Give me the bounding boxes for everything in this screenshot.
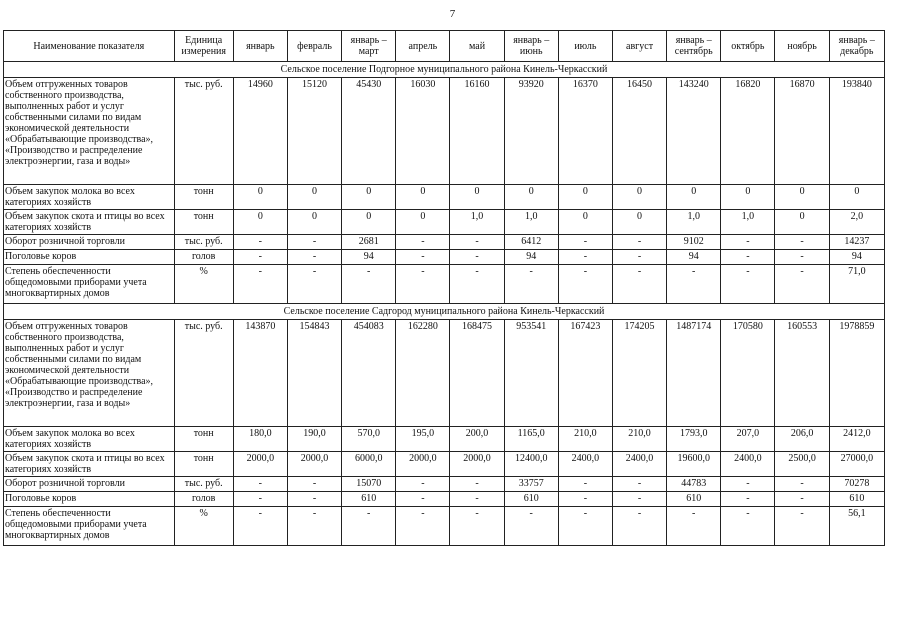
indicator-name: Объем закупок молока во всех категориях хозяйств — [4, 185, 175, 210]
value-cell: - — [287, 492, 341, 507]
value-cell: 71,0 — [829, 265, 884, 304]
header-unit: Единица измерения — [174, 31, 233, 62]
value-cell: 15070 — [342, 477, 396, 492]
value-cell: - — [504, 265, 558, 304]
value-cell: - — [667, 507, 721, 546]
section-row — [4, 62, 885, 78]
header-row — [4, 31, 885, 62]
value-cell: 0 — [450, 185, 504, 210]
value-cell: 2,0 — [829, 210, 884, 235]
value-cell: - — [558, 265, 612, 304]
value-cell: 16160 — [450, 78, 504, 185]
value-cell: - — [287, 507, 341, 546]
indicator-unit: голов — [174, 492, 233, 507]
value-cell: 154843 — [287, 320, 341, 427]
value-cell: 174205 — [612, 320, 666, 427]
value-cell: - — [450, 477, 504, 492]
header-month: октябрь — [721, 31, 775, 62]
table-body — [4, 62, 885, 546]
value-cell: - — [233, 265, 287, 304]
indicator-name: Оборот розничной торговли — [4, 477, 175, 492]
value-cell: 44783 — [667, 477, 721, 492]
value-cell: 0 — [775, 210, 829, 235]
value-cell: 210,0 — [612, 427, 666, 452]
value-cell: 143870 — [233, 320, 287, 427]
value-cell: 0 — [775, 185, 829, 210]
table-row — [4, 250, 885, 265]
value-cell: 2400,0 — [721, 452, 775, 477]
value-cell: - — [504, 507, 558, 546]
value-cell: 6412 — [504, 235, 558, 250]
value-cell: - — [450, 507, 504, 546]
value-cell: 143240 — [667, 78, 721, 185]
header-month: январь – декабрь — [829, 31, 884, 62]
value-cell: - — [775, 265, 829, 304]
table-row — [4, 492, 885, 507]
value-cell: - — [612, 265, 666, 304]
table-row — [4, 452, 885, 477]
table-row — [4, 320, 885, 427]
page-number: 7 — [449, 8, 456, 20]
table-row — [4, 427, 885, 452]
indicator-unit: тонн — [174, 185, 233, 210]
value-cell: - — [396, 492, 450, 507]
value-cell: - — [612, 477, 666, 492]
indicator-name: Объем отгруженных товаров собственного производства, выполненных работ и услуг собственными силами по видам экономической деятельности «Обрабатывающие производства», «Производство и распределение электроэнергии, газа и воды» — [4, 320, 175, 427]
value-cell: 2400,0 — [558, 452, 612, 477]
indicator-name: Объем закупок скота и птицы во всех категориях хозяйств — [4, 452, 175, 477]
value-cell: 2412,0 — [829, 427, 884, 452]
value-cell: 16370 — [558, 78, 612, 185]
value-cell: 0 — [342, 210, 396, 235]
header-month: январь – июнь — [504, 31, 558, 62]
value-cell: 0 — [342, 185, 396, 210]
value-cell: 0 — [396, 185, 450, 210]
value-cell: 16030 — [396, 78, 450, 185]
value-cell: - — [612, 507, 666, 546]
table-row — [4, 477, 885, 492]
header-month: май — [450, 31, 504, 62]
value-cell: - — [287, 235, 341, 250]
indicator-unit: тыс. руб. — [174, 78, 233, 185]
indicator-name: Степень обеспеченности общедомовыми приборами учета многоквартирных домов — [4, 507, 175, 546]
table-row — [4, 265, 885, 304]
value-cell: 16870 — [775, 78, 829, 185]
value-cell: 0 — [396, 210, 450, 235]
value-cell: 45430 — [342, 78, 396, 185]
value-cell: - — [233, 477, 287, 492]
value-cell: - — [558, 507, 612, 546]
value-cell: 2000,0 — [233, 452, 287, 477]
value-cell: 1487174 — [667, 320, 721, 427]
value-cell: 27000,0 — [829, 452, 884, 477]
value-cell: 0 — [829, 185, 884, 210]
value-cell: 1165,0 — [504, 427, 558, 452]
indicator-name: Объем закупок молока во всех категориях хозяйств — [4, 427, 175, 452]
value-cell: - — [396, 250, 450, 265]
value-cell: 0 — [558, 185, 612, 210]
value-cell: 610 — [829, 492, 884, 507]
header-month: ноябрь — [775, 31, 829, 62]
value-cell: - — [721, 235, 775, 250]
value-cell: 94 — [342, 250, 396, 265]
value-cell: 454083 — [342, 320, 396, 427]
value-cell: - — [558, 250, 612, 265]
value-cell: - — [342, 265, 396, 304]
table-row — [4, 235, 885, 250]
value-cell: - — [667, 265, 721, 304]
indicator-unit: тыс. руб. — [174, 320, 233, 427]
indicator-unit: тонн — [174, 210, 233, 235]
value-cell: 200,0 — [450, 427, 504, 452]
value-cell: - — [396, 265, 450, 304]
value-cell: - — [450, 250, 504, 265]
value-cell: 0 — [612, 210, 666, 235]
indicator-unit: тонн — [174, 427, 233, 452]
value-cell: 9102 — [667, 235, 721, 250]
header-name: Наименование показателя — [4, 31, 175, 62]
value-cell: 6000,0 — [342, 452, 396, 477]
value-cell: 193840 — [829, 78, 884, 185]
value-cell: 162280 — [396, 320, 450, 427]
value-cell: 16450 — [612, 78, 666, 185]
value-cell: 0 — [233, 185, 287, 210]
value-cell: - — [612, 235, 666, 250]
indicator-unit: % — [174, 507, 233, 546]
value-cell: 0 — [612, 185, 666, 210]
value-cell: - — [396, 235, 450, 250]
value-cell: - — [450, 235, 504, 250]
section-row — [4, 304, 885, 320]
value-cell: 93920 — [504, 78, 558, 185]
value-cell: - — [287, 477, 341, 492]
header-month: январь – сентябрь — [667, 31, 721, 62]
value-cell: 70278 — [829, 477, 884, 492]
indicator-name: Объем закупок скота и птицы во всех категориях хозяйств — [4, 210, 175, 235]
value-cell: 94 — [829, 250, 884, 265]
value-cell: 610 — [342, 492, 396, 507]
value-cell: 94 — [667, 250, 721, 265]
value-cell: 0 — [667, 185, 721, 210]
header-month: январь — [233, 31, 287, 62]
indicator-unit: тонн — [174, 452, 233, 477]
value-cell: 1,0 — [721, 210, 775, 235]
value-cell: 167423 — [558, 320, 612, 427]
value-cell: 14237 — [829, 235, 884, 250]
value-cell: 14960 — [233, 78, 287, 185]
value-cell: - — [450, 265, 504, 304]
value-cell: - — [450, 492, 504, 507]
value-cell: 953541 — [504, 320, 558, 427]
value-cell: 1793,0 — [667, 427, 721, 452]
indicator-unit: тыс. руб. — [174, 477, 233, 492]
value-cell: - — [775, 235, 829, 250]
value-cell: 168475 — [450, 320, 504, 427]
value-cell: - — [775, 477, 829, 492]
value-cell: 0 — [287, 210, 341, 235]
header-month: август — [612, 31, 666, 62]
value-cell: 160553 — [775, 320, 829, 427]
value-cell: 207,0 — [721, 427, 775, 452]
value-cell: 0 — [721, 185, 775, 210]
value-cell: 19600,0 — [667, 452, 721, 477]
value-cell: 56,1 — [829, 507, 884, 546]
value-cell: - — [721, 250, 775, 265]
value-cell: - — [775, 507, 829, 546]
value-cell: 570,0 — [342, 427, 396, 452]
value-cell: 0 — [233, 210, 287, 235]
value-cell: 2400,0 — [612, 452, 666, 477]
value-cell: 2000,0 — [450, 452, 504, 477]
value-cell: - — [721, 492, 775, 507]
value-cell: 0 — [287, 185, 341, 210]
value-cell: - — [233, 492, 287, 507]
indicator-unit: % — [174, 265, 233, 304]
value-cell: 16820 — [721, 78, 775, 185]
value-cell: - — [233, 250, 287, 265]
value-cell: 610 — [667, 492, 721, 507]
header-month: январь – март — [342, 31, 396, 62]
value-cell: - — [233, 507, 287, 546]
value-cell: 2000,0 — [396, 452, 450, 477]
value-cell: 1,0 — [450, 210, 504, 235]
value-cell: - — [396, 507, 450, 546]
value-cell: 206,0 — [775, 427, 829, 452]
value-cell: - — [612, 250, 666, 265]
value-cell: 610 — [504, 492, 558, 507]
section-title: Сельское поселение Подгорное муниципального района Кинель-Черкасский — [4, 62, 885, 78]
table-row — [4, 78, 885, 185]
value-cell: 195,0 — [396, 427, 450, 452]
value-cell: - — [558, 477, 612, 492]
value-cell: 15120 — [287, 78, 341, 185]
indicator-name: Степень обеспеченности общедомовыми приборами учета многоквартирных домов — [4, 265, 175, 304]
value-cell: 2000,0 — [287, 452, 341, 477]
value-cell: 2500,0 — [775, 452, 829, 477]
value-cell: - — [775, 492, 829, 507]
header-month: апрель — [396, 31, 450, 62]
value-cell: - — [342, 507, 396, 546]
indicator-name: Объем отгруженных товаров собственного производства, выполненных работ и услуг собственными силами по видам экономической деятельности «Обрабатывающие производства», «Производство и распределение электроэнергии, газа и воды» — [4, 78, 175, 185]
statistics-table — [3, 30, 885, 546]
value-cell: 94 — [504, 250, 558, 265]
value-cell: - — [721, 507, 775, 546]
value-cell: - — [558, 492, 612, 507]
value-cell: - — [287, 265, 341, 304]
indicator-unit: тыс. руб. — [174, 235, 233, 250]
table-row — [4, 507, 885, 546]
value-cell: - — [612, 492, 666, 507]
value-cell: - — [721, 477, 775, 492]
value-cell: - — [287, 250, 341, 265]
value-cell: 12400,0 — [504, 452, 558, 477]
value-cell: - — [233, 235, 287, 250]
value-cell: 0 — [504, 185, 558, 210]
value-cell: 210,0 — [558, 427, 612, 452]
value-cell: - — [721, 265, 775, 304]
value-cell: 0 — [558, 210, 612, 235]
value-cell: 1,0 — [667, 210, 721, 235]
value-cell: 170580 — [721, 320, 775, 427]
value-cell: - — [396, 477, 450, 492]
indicator-name: Поголовье коров — [4, 492, 175, 507]
table-row — [4, 210, 885, 235]
header-month: июль — [558, 31, 612, 62]
header-month: февраль — [287, 31, 341, 62]
section-title: Сельское поселение Садгород муниципального района Кинель-Черкасский — [4, 304, 885, 320]
indicator-name: Оборот розничной торговли — [4, 235, 175, 250]
indicator-unit: голов — [174, 250, 233, 265]
value-cell: 33757 — [504, 477, 558, 492]
table-row — [4, 185, 885, 210]
value-cell: 190,0 — [287, 427, 341, 452]
indicator-name: Поголовье коров — [4, 250, 175, 265]
value-cell: - — [775, 250, 829, 265]
value-cell: 2681 — [342, 235, 396, 250]
value-cell: 1978859 — [829, 320, 884, 427]
value-cell: - — [558, 235, 612, 250]
value-cell: 180,0 — [233, 427, 287, 452]
value-cell: 1,0 — [504, 210, 558, 235]
